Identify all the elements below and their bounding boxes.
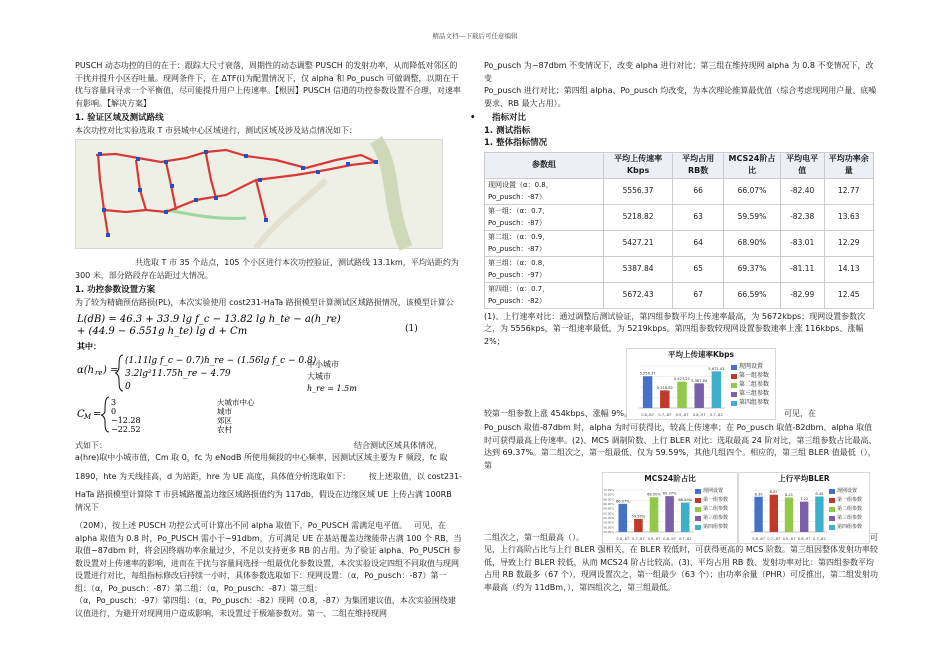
y-tick-label: 64.00% (603, 506, 614, 511)
x-tick-label: 0.7,-82 (710, 413, 723, 417)
y-tick-label: 58.00% (603, 520, 614, 525)
y-tick-label: 62.00% (603, 511, 614, 516)
rb-power-paragraph: 见，上行高阶占比与上行 BLER 强相关，在 BLER 较低时，可获得更高的 MCS 阶数。第三组因整体发射功率较低，导致上行 BLER 较低，从而 MCS24 阶占比较高。(3)、平均占用 RB 数、发射功率对比：第四组参数平均占用 RB 数最多（67 个），现网设置次之，第一组最少（63 个）；由功率余量（PHR）可反推出，第二组发射功率最高（约为 11dBm，），第四组次之，第三组最低。 (484, 545, 878, 592)
mcs24-chart-plot (605, 484, 697, 542)
heading-overall-metrics: 1. 整体指标情况 (484, 138, 548, 148)
svg-text:α(h: α(h (77, 365, 95, 376)
bar (785, 498, 793, 532)
bler-chart-plot (741, 484, 831, 542)
legend-label: 第三组参数 (837, 515, 863, 522)
x-tick-label: 0.8,-97 (797, 537, 811, 541)
formula-where: 其中： (77, 341, 101, 351)
bar (650, 497, 659, 532)
table-header-cell: 平均上传速率Kbps (604, 152, 673, 178)
table-header-cell: 平均功率余量 (824, 152, 873, 178)
table-cell: 5427.21 (604, 230, 673, 256)
table-cell: -82.38 (780, 204, 824, 230)
mcs-bler-row (484, 472, 879, 544)
alpha-label-1: 中小城市 (307, 360, 339, 369)
table-cell: 68.90% (724, 230, 781, 256)
data-label: 59.59% (631, 514, 646, 519)
formula-line-1: L(dB) = 46.3 + 33.9 lg f_c − 13.82 lg h_te − a(h_re) (77, 314, 341, 325)
alpha-label-3: h_re = 1.5m (307, 384, 357, 393)
table-cell: 14.13 (824, 256, 873, 282)
legend-swatch (731, 401, 737, 406)
section-heading-test-route: 1. 验证区域及测试路线 (75, 113, 164, 123)
data-label: 5,218.82 (656, 385, 673, 390)
cost231-formula (75, 311, 462, 438)
y-tick-label: 66.00% (603, 502, 614, 506)
cm-value-1: 3 (111, 398, 117, 407)
left-column (75, 60, 462, 620)
cm-label-2: 城市 (217, 407, 232, 416)
cm-value-3: −12.28 (111, 416, 141, 425)
table-row (485, 204, 874, 230)
page-header: 精品文档---下载后可任意编辑 (432, 32, 518, 40)
y-tick-label: 70.00% (603, 492, 614, 497)
legend-label: 第三组参数 (739, 390, 770, 398)
table-cell: 13.63 (824, 204, 873, 230)
legend-swatch (695, 507, 701, 512)
bar (770, 495, 778, 532)
heading-test-metrics: 1. 测试指标 (484, 125, 531, 136)
legend-swatch (695, 516, 701, 521)
table-header-cell: 参数组 (485, 152, 604, 178)
test-route-paragraph: 本次功控对比实验选取 T 市县城中心区域进行，测试区域及涉及站点情况如下： (75, 125, 357, 135)
mcs24-chart (602, 472, 738, 544)
data-label: 68.90% (647, 492, 661, 497)
upload-rate-tail: 较第一组参数上涨 454kbps、涨幅 9%。 (484, 409, 633, 418)
alpha-case-1: (1.11lg f_c − 0.7)h_re − (1.56lg f_c − 0.8) (125, 356, 317, 366)
x-tick-label: 0.8,-97 (663, 537, 676, 541)
right-line-2: Po_pusch 进行对比；第四组 alpha、Po_pusch 均改变，为本次理论推算最优值（综合考虑现网用户量、底噪 (484, 86, 877, 95)
formula-context-text: 结合测试区域具体情况， (354, 440, 442, 450)
x-tick-label: 0.9,-87 (647, 537, 661, 541)
power-params-paragraph: 为了较为精确预估路损(PL)，本次实验使用 cost231-HaTa 路损模型计算测试区域路损情况，该模型计算公 (75, 297, 454, 307)
data-label: 5,672.43 (708, 366, 725, 371)
legend-entry (695, 523, 728, 532)
upload-rate-tail-2: 可见，在 (784, 409, 816, 418)
bler-chart-legend (829, 487, 862, 532)
upload-rate-chart-title: 平均上传速率Kbps (667, 350, 734, 359)
table-cell: 5672.43 (604, 282, 673, 308)
legend-swatch (695, 498, 701, 503)
legend-label: 第一组参数 (739, 372, 770, 380)
table-cell: 69.37% (724, 256, 781, 282)
data-label: 66.59% (678, 498, 693, 503)
param-paragraph-1: a(hre)取中小城市值，Cm 取 0，fc 为 eNodB 所使用频段的中心频率，因测试区域主要为 F 频段，fc 取 (75, 453, 448, 462)
table-cell: 12.45 (824, 282, 873, 308)
data-label: 5,556.37 (639, 371, 656, 376)
cm-label-4: 农村 (217, 425, 232, 434)
legend-label: 第一组参数 (703, 497, 729, 504)
param-paragraph-6: （α，Po_pusch：-97）第四组：（α，Po_pusch：-82）现网（0.8，-87）为集团建议值，本次实验围绕建议值进行，为避开对现网用户造成影响，未设置过于极端参数对。第一、二组在维持现网 (75, 596, 456, 618)
table-row (485, 256, 874, 282)
legend-label: 现网设置 (703, 488, 724, 495)
y-tick-label: 56.00% (603, 525, 614, 530)
table-cell: 66.07% (724, 178, 781, 204)
legend-entry (829, 523, 862, 532)
param-paragraph-4: （20M），按上述 PUSCH 功控公式可计算出不同 alpha 取值下，Po_PUSCH 需满足电平值。 可见，在 (75, 521, 446, 530)
table-cell: 5556.37 (604, 178, 673, 204)
formula-line-2: + (44.9 − 6.551g h_te) lg d + Cm (77, 326, 248, 337)
table-cell: 59.59% (724, 204, 781, 230)
legend-label: 第四组参数 (703, 524, 729, 531)
table-cell: 12.29 (824, 230, 873, 256)
upload-rate-chart (626, 348, 776, 420)
data-label: 8.39 (754, 492, 763, 497)
legend-label: 第四组参数 (837, 524, 863, 531)
table-cell: 12.77 (824, 178, 873, 204)
legend-label: 第三组参数 (703, 515, 729, 522)
table-cell-label: 第四组：（α：0.7，Po_pusch：-82） (485, 282, 604, 308)
table-cell-label: 现网设置（α：0.8，Po_pusch：-87） (485, 178, 604, 204)
bar (665, 496, 674, 532)
bar (815, 497, 823, 532)
table-cell-label: 第一组：（α：0.7，Po_pusch：-87） (485, 204, 604, 230)
table-row (485, 230, 874, 256)
bar (800, 502, 808, 532)
map-graphic (76, 140, 442, 248)
mcs-tail-2: 可 (870, 533, 878, 542)
legend-swatch (829, 498, 835, 503)
x-tick-label: 0.7,-87 (767, 537, 781, 541)
table-header-cell: MCS24阶占比 (724, 152, 781, 178)
data-label: 8.21 (784, 493, 794, 498)
bar (660, 390, 669, 408)
mcs-paragraph: Po_pusch 取值-87dbm 时，alpha 为时可获得比，较高上传速率；在 Po_pusch 取值-82dbm、alpha 取值时可获得最高上传速率。(2)、MCS 调制阶数、上行 BLER 对比：选取最高 24 阶对比，第三组参数占比最高、达到 69.37%。第二组次之，第一组最低、仅为 59.59%，其他几组四个。相应的，第三组 BLER 值最低（），第 (484, 423, 877, 470)
x-tick-label: 0.9,-87 (675, 413, 689, 417)
x-tick-label: 0.7,-82 (813, 537, 826, 541)
table-header-row (485, 152, 874, 178)
legend-swatch (829, 525, 835, 530)
param-paragraph-5: alpha 取值为 0.8 时，Po_PUSCH 需小于−91dbm，方可满足 UE 在基站覆盖边缘能带占满 100 个 RB，当取值−87dbm 时，将会因终端功率余量过少，不足以支持更多 RB 的占用。为了验证 alpha、Po_PUSCH 参数设置对上传速率的影响，进而在干扰与容量间选择一组最优化参数设置，本次实验设定四组不同取值与现网设置进行对比，每组指标修改后持续一小时，具体参数选取如下：现网设置：（α，Po_pusch：-87）第一组：（α，Po_pusch：-87）第二组：（α，Po_pusch：-87）第三组： (75, 533, 462, 593)
cm-value-4: −22.52 (111, 425, 141, 434)
mcs24-chart-legend (695, 487, 728, 532)
x-tick-label: 0.9,-87 (782, 537, 796, 541)
data-label: 8.45 (815, 492, 824, 497)
x-tick-label: 0.8,-87 (641, 413, 654, 417)
table-cell: 63 (673, 204, 724, 230)
alpha-label-2: 大城市 (307, 372, 331, 381)
alpha-case-2: 3.2lg²11.75h_re − 4.79 (125, 369, 231, 379)
table-row (485, 282, 874, 308)
param-paragraph-3: HaTa 路损模型计算除 T 市县城路覆盖边缘区域路损值约为 117db，假设在边缘区域 UE 上传占满 100RB 情况下 (75, 490, 452, 512)
right-line-3: 要求、RB 最大占用）。 (484, 98, 566, 108)
svg-text:) =: ) = (103, 365, 119, 376)
svg-text:re: re (95, 369, 103, 377)
table-cell: 66 (673, 178, 724, 204)
table-cell: -83.01 (780, 230, 824, 256)
data-label: 7.22 (800, 497, 809, 502)
bar (694, 383, 703, 408)
bar (677, 382, 686, 408)
legend-swatch (829, 489, 835, 494)
legend-label: 第四组参数 (739, 399, 770, 407)
table-cell: 5387.84 (604, 256, 673, 282)
table-cell: 67 (673, 282, 724, 308)
bar (754, 497, 762, 532)
bler-chart-title: 上行平均BLER (778, 474, 830, 483)
cm-label-3: 郊区 (217, 416, 232, 425)
svg-text:=: = (93, 409, 102, 420)
heading-metric-compare: • 指标对比 (470, 113, 527, 123)
legend-label: 现网设置 (837, 488, 858, 495)
bar (619, 504, 628, 532)
bar (712, 371, 721, 408)
bar (681, 503, 690, 532)
legend-entry (731, 399, 769, 408)
legend-label: 第二组参数 (739, 381, 770, 389)
param-paragraph-2: 1890，hte 为天线挂高，d 为站距，hre 为 UE 高度，具体值分析选取如下： 按上述取值，以 cost231- (75, 471, 462, 481)
x-tick-label: 0.7,-87 (658, 413, 672, 417)
formula-follow-line (75, 440, 462, 453)
table-cell: -82.99 (780, 282, 824, 308)
y-tick-label: 54.00% (603, 530, 614, 534)
map-caption-line-1: 共选取 T 市 35 个站点，105 个小区进行本次功控验证，测试路线 13.1km，平均站距约为 (135, 258, 459, 267)
y-tick-label: 60.00% (603, 516, 614, 520)
bar (643, 376, 652, 408)
table-cell: 5218.82 (604, 204, 673, 230)
legend-label: 第二组参数 (703, 506, 729, 513)
table-cell: 66.59% (724, 282, 781, 308)
formula-intro-text: 式如下： (75, 440, 107, 450)
table-cell-label: 第三组：（α：0.8，Po_pusch：-97） (485, 256, 604, 282)
legend-swatch (731, 374, 737, 379)
table-cell: 64 (673, 230, 724, 256)
legend-label: 现网设置 (739, 363, 764, 371)
section-heading-power-params: 1. 功控参数设置方案 (75, 285, 156, 295)
svg-text:M: M (84, 413, 92, 421)
alpha-case-3: 0 (125, 382, 131, 392)
table-row (485, 178, 874, 204)
x-tick-label: 0.8,-87 (752, 537, 765, 541)
table-cell-label: 第二组：（α：0.9，Po_pusch：-87） (485, 230, 604, 256)
data-label: 5,427.21 (673, 377, 691, 382)
x-tick-label: 0.8,-97 (692, 413, 706, 417)
data-label: 69.37% (662, 491, 677, 496)
right-line-1: Po_pusch 为−87dbm 不变情况下，改变 alpha 进行对比；第三组在维持现网 alpha 为 0.8 不变情况下，改变 (484, 61, 874, 83)
mcs24-chart-title: MCS24阶占比 (644, 474, 696, 483)
table-header-cell: 平均电平值 (780, 152, 824, 178)
legend-swatch (731, 392, 737, 397)
legend-swatch (731, 383, 737, 388)
metrics-table (484, 152, 874, 309)
y-tick-label: 72.00% (603, 488, 614, 492)
mcs-tail: 二组次之，第一组最高（）。 (484, 533, 584, 542)
intro-paragraph: PUSCH 动态功控的目的在于：跟踪大尺寸衰落，周期性的动态调整 PUSCH 的发射功率，从而降低对邻区的干扰并提升小区吞吐量。现网条件下，在 ΔTF(i)为配置情况下，仅 alpha 和 Po_pusch 可做调整，以期在干扰与容量间寻求一个平衡值，尽可能提升用户上传速率。【根因】PUSCH 信道的功控参数设置不合理，对速率有影响。【解决方案】 (75, 61, 461, 108)
legend-swatch (695, 489, 701, 494)
bler-chart (738, 472, 870, 544)
data-label: 66.07% (615, 499, 630, 504)
legend-label: 第二组参数 (837, 506, 863, 513)
cm-value-2: 0 (111, 407, 117, 416)
svg-text:C: C (77, 409, 85, 420)
x-tick-label: 0.8,-87 (616, 537, 630, 541)
upload-rate-row (484, 348, 879, 418)
legend-swatch (695, 525, 701, 530)
cm-label-1: 大城市中心 (217, 398, 255, 407)
table-cell: -82.40 (780, 178, 824, 204)
table-cell: -81.11 (780, 256, 824, 282)
table-cell: 65 (673, 256, 724, 282)
bar (634, 519, 643, 532)
upload-rate-chart-plot (629, 360, 729, 418)
legend-label: 第一组参数 (837, 497, 863, 504)
table-header-cell: 平均占用RB数 (673, 152, 724, 178)
x-tick-label: 0.7,-82 (678, 537, 692, 541)
data-label: 8.87 (769, 490, 778, 495)
right-column (470, 60, 879, 594)
test-route-map (75, 139, 443, 249)
data-label: 5,387.84 (691, 378, 708, 383)
x-tick-label: 0.7,-87 (632, 537, 645, 541)
legend-swatch (829, 507, 835, 512)
map-caption-line-2: 300 米，部分路段存在站距过大情况。 (75, 270, 213, 280)
formula-number: (1) (405, 324, 418, 334)
legend-swatch (731, 365, 737, 370)
upload-rate-paragraph: (1)、上行速率对比：通过调整后测试验证，第四组参数平均上传速率最高，为 5672kbps；现网设置参数次之，为 5556kps，第一组速率最低，为 5219kbps。第四组参数较现网设置参数速率上涨 116kbps、涨幅 2%； (484, 311, 866, 346)
upload-rate-chart-legend (731, 363, 769, 408)
legend-swatch (829, 516, 835, 521)
y-tick-label: 68.00% (603, 497, 614, 502)
